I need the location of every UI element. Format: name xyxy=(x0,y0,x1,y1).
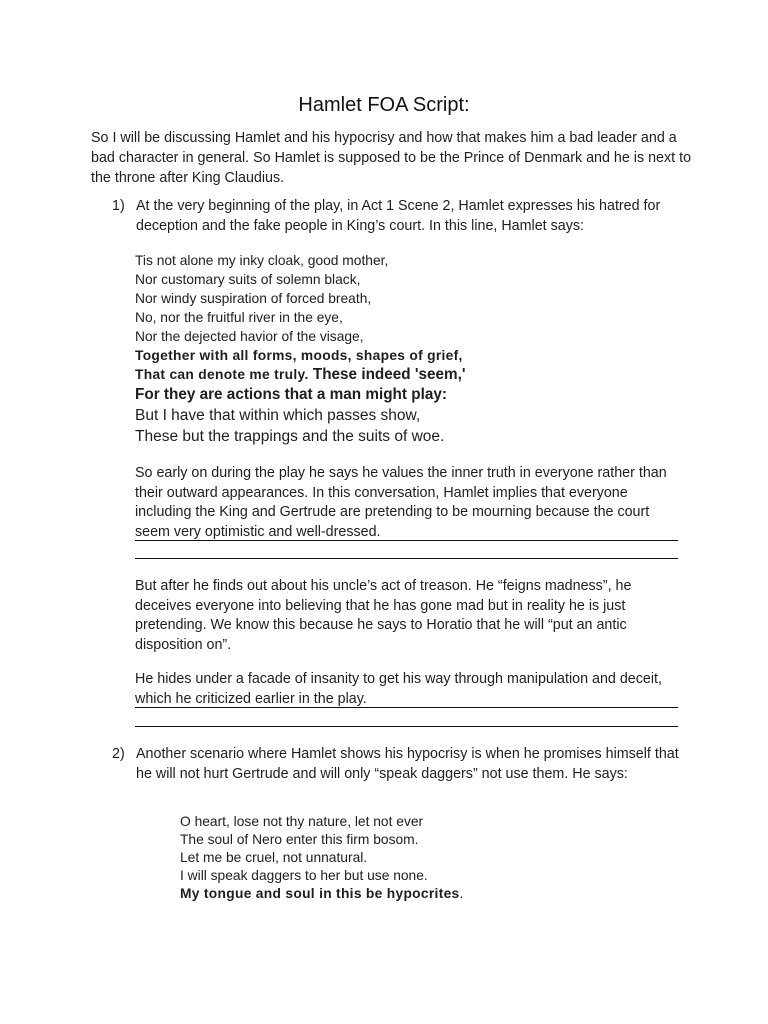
intro-paragraph: So I will be discussing Hamlet and his hypocrisy and how that makes him a bad leader and a bad character in general. So Hamlet is supposed to be the Prince of Denmark and he is next to the throne after King Claudius. xyxy=(91,130,692,186)
quote-line-bold: That can denote me truly. xyxy=(135,367,309,382)
list-number: 2) xyxy=(112,746,125,762)
quote-line-bold: These indeed 'seem,' xyxy=(308,366,466,383)
list-number: 1) xyxy=(112,198,125,214)
document-title: Hamlet FOA Script: xyxy=(298,94,470,116)
list-item-text: At the very beginning of the play, in Act 1 Scene 2, Hamlet expresses his hatred for deception and the fake people in King’s court. In this line, Hamlet says: xyxy=(136,198,661,234)
quote-line: I will speak daggers to her but use none. xyxy=(180,868,428,883)
list-item-2 xyxy=(112,744,682,784)
quote-line-bold: For they are actions that a man might play: xyxy=(135,386,447,403)
underline-rule xyxy=(135,558,678,559)
quote-line: O heart, lose not thy nature, let not ever xyxy=(180,814,424,829)
analysis-paragraph-2: But after he finds out about his uncle’s act of treason. He “feigns madness”, he deceives everyone into believing that he has gone mad but in reality he is just pretending. We know this because he says to Horatio that he will “put an antic disposition on”. xyxy=(135,578,632,653)
quote-line: Tis not alone my inky cloak, good mother, xyxy=(135,253,389,268)
quote-line-bold: Together with all forms, moods, shapes of grief, xyxy=(135,348,463,363)
quote-line: The soul of Nero enter this firm bosom. xyxy=(180,832,419,847)
underline-rule xyxy=(135,726,678,727)
quote-line-period: . xyxy=(459,886,464,901)
hamlet-quote-2 xyxy=(180,813,720,903)
underline-rule xyxy=(135,540,678,541)
quote-line: Nor the dejected havior of the visage, xyxy=(135,329,364,344)
quote-line: These but the trappings and the suits of woe. xyxy=(135,428,445,445)
list-item-1 xyxy=(112,196,682,236)
analysis-paragraph-1: So early on during the play he says he values the inner truth in everyone rather than their outward appearances. In this conversation, Hamlet implies that everyone including the King and Gertrude are pretending to be mourning because the court seem very optimistic and well-dressed. xyxy=(135,465,667,540)
quote-line: But I have that within which passes show, xyxy=(135,407,421,424)
underline-rule xyxy=(135,707,678,708)
quote-line: Let me be cruel, not unnatural. xyxy=(180,850,368,865)
hamlet-quote-1 xyxy=(135,251,675,447)
quote-line-bold: My tongue and soul in this be hypocrites xyxy=(180,886,460,901)
list-item-text: Another scenario where Hamlet shows his hypocrisy is when he promises himself that he will not hurt Gertrude and will only “speak daggers” not use them. He says: xyxy=(136,746,679,782)
analysis-paragraph-3: He hides under a facade of insanity to get his way through manipulation and deceit, which he criticized earlier in the play. xyxy=(135,671,662,707)
quote-line: No, nor the fruitful river in the eye, xyxy=(135,310,343,325)
quote-line: Nor customary suits of solemn black, xyxy=(135,272,361,287)
quote-line: Nor windy suspiration of forced breath, xyxy=(135,291,372,306)
